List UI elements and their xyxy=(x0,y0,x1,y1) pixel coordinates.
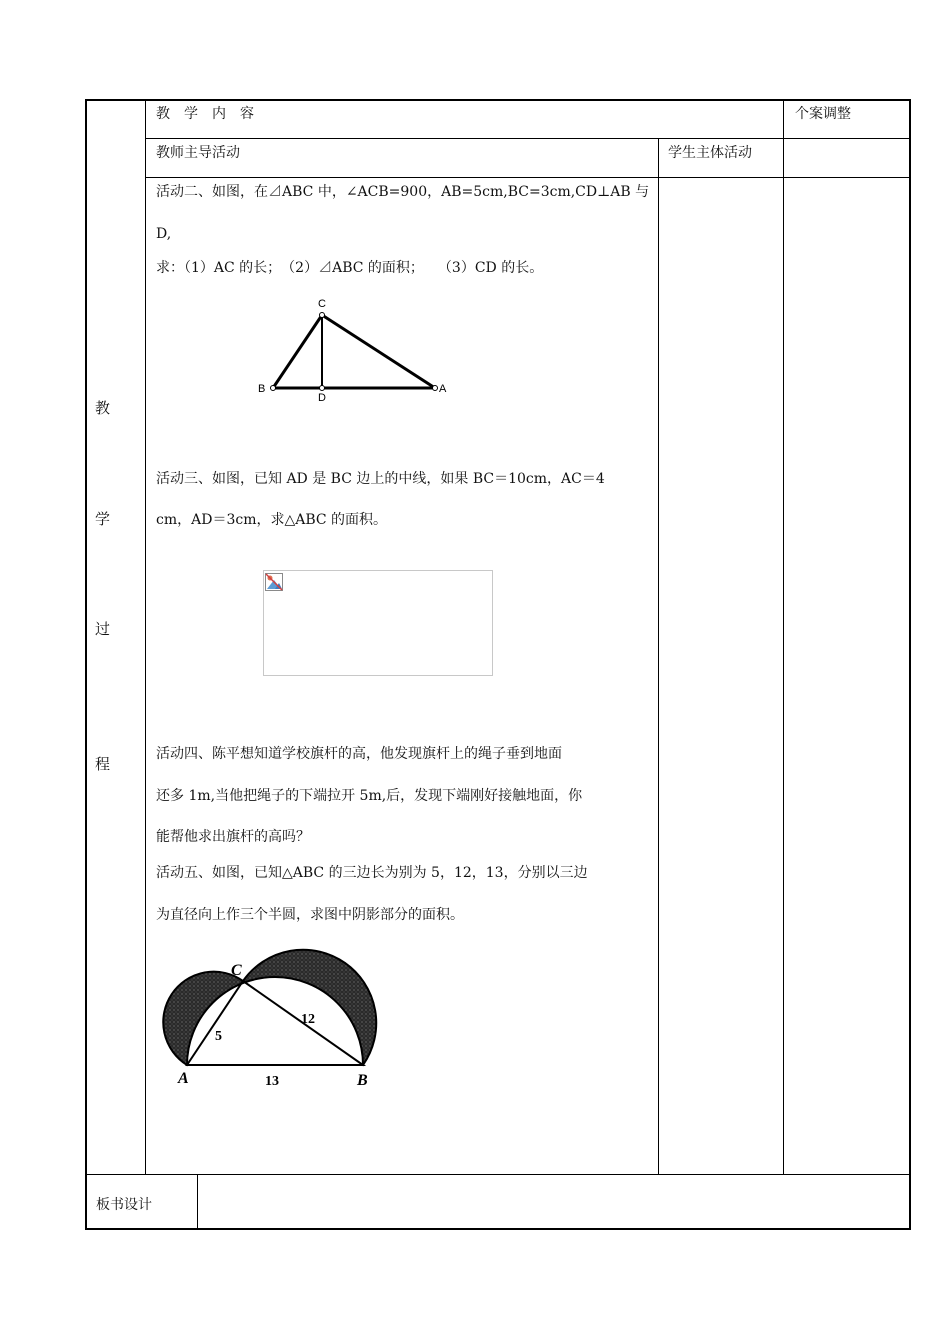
activity5-line2: 为直径向上作三个半圆，求图中阴影部分的面积。 xyxy=(156,907,464,923)
case-adjust-header: 个案调整 xyxy=(795,106,851,122)
fig5-label-bc-length: 12 xyxy=(301,1012,315,1027)
fig2-label-c: C xyxy=(318,298,326,310)
fig5-label-b: B xyxy=(357,1072,368,1089)
teaching-content-header: 教 学 内 容 xyxy=(156,106,254,122)
fig2-label-a: A xyxy=(439,383,447,395)
activity2-line3: 求：（1）AC 的长； （2）⊿ABC 的面积； （3）CD 的长。 xyxy=(156,260,544,276)
fig5-label-a: A xyxy=(178,1070,189,1087)
activity3-line2: cm，AD＝3cm，求△ABC 的面积。 xyxy=(156,512,388,528)
activity2-line2: D, xyxy=(156,226,172,242)
broken-image-icon xyxy=(265,573,283,591)
table-left-border xyxy=(85,99,87,1230)
side-label-char-4: 程 xyxy=(95,755,111,773)
table-top-border xyxy=(85,99,911,101)
board-design-label: 板书设计 xyxy=(96,1197,152,1213)
activity4-line2: 还多 1m,当他把绳子的下端拉开 5m,后，发现下端刚好接触地面，你 xyxy=(156,788,583,804)
activity2-triangle-figure xyxy=(255,293,455,403)
side-column-divider xyxy=(145,99,146,1174)
activity2-line1: 活动二、如图，在⊿ABC 中，∠ACB=900，AB=5cm,BC=3cm,CD⊥AB 与 xyxy=(156,184,650,200)
side-label-char-3: 过 xyxy=(95,620,111,638)
fig2-label-d: D xyxy=(318,392,326,403)
fig5-label-ab-length: 13 xyxy=(265,1074,279,1089)
side-label-char-2: 学 xyxy=(95,510,111,528)
header-row-divider xyxy=(145,138,910,139)
activity4-line1: 活动四、陈平想知道学校旗杆的高，他发现旗杆上的绳子垂到地面 xyxy=(156,746,562,762)
side-label-char-1: 教 xyxy=(95,399,111,417)
footer-row-divider xyxy=(86,1174,910,1175)
broken-image-placeholder xyxy=(263,570,493,676)
table-bottom-border xyxy=(85,1228,911,1230)
teacher-activity-header: 教师主导活动 xyxy=(156,145,240,161)
activity5-line1: 活动五、如图，已知△ABC 的三边长为别为 5，12，13，分别以三边 xyxy=(156,865,588,881)
student-column-divider xyxy=(658,138,659,1174)
subheader-row-divider xyxy=(145,177,910,178)
activity3-line1: 活动三、如图，已知 AD 是 BC 边上的中线，如果 BC＝10cm，AC＝4 xyxy=(156,471,605,487)
fig5-label-ac-length: 5 xyxy=(215,1029,222,1044)
table-right-border xyxy=(909,99,911,1230)
activity4-line3: 能帮他求出旗杆的高吗？ xyxy=(156,829,310,845)
fig2-label-b: B xyxy=(258,383,266,395)
footer-column-divider xyxy=(197,1174,198,1229)
activity5-semicircles-figure xyxy=(157,945,387,1095)
student-activity-header: 学生主体活动 xyxy=(668,145,752,161)
adjust-column-divider xyxy=(783,99,784,1174)
fig5-label-c: C xyxy=(231,962,242,979)
